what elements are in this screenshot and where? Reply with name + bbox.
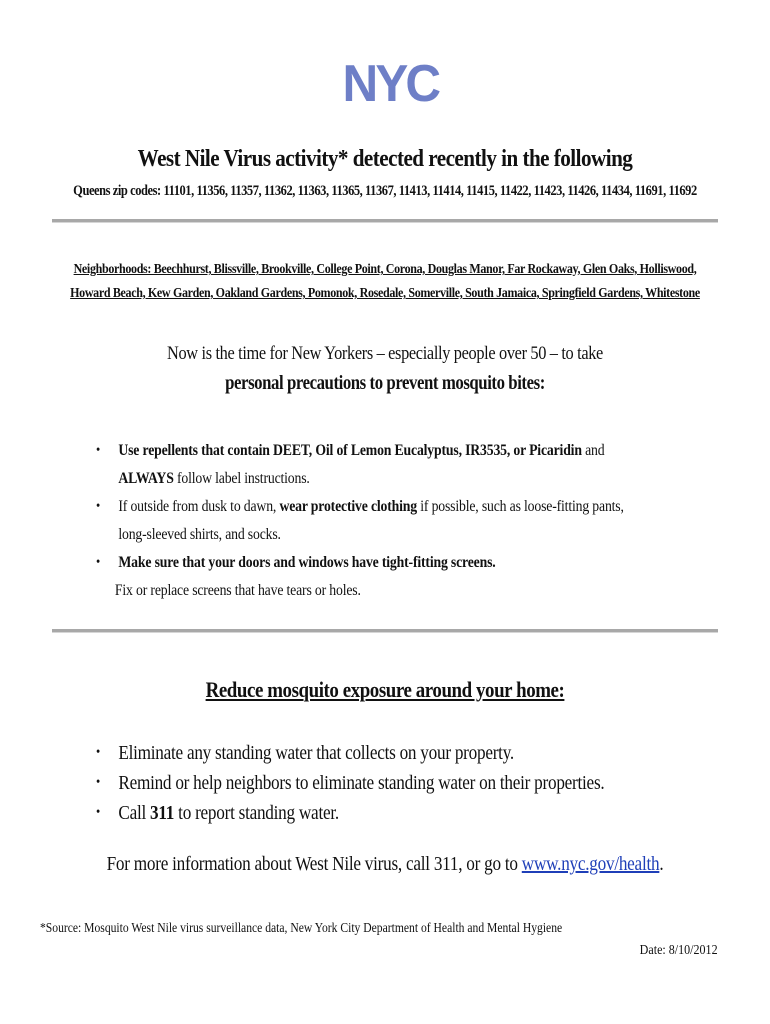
more-info-end: . [659,853,664,875]
neighborhoods-line-1 [54,262,716,278]
label-instructions: follow label instructions. [173,470,310,487]
neighborhoods-text-1: Neighborhoods: Beechhurst, Blissville, Brookville, College Point, Corona, Douglas Manor, Far Rockaway, Glen Oaks, Holliswood, [73,262,697,277]
call-pre: Call [118,802,151,824]
nyc-logo [340,55,440,113]
home-item-1-text: Eliminate any standing water that collects on your property. [118,742,514,764]
page-title: West Nile Virus activity* detected recently in the following [137,146,633,172]
home-heading: Reduce mosquito exposure around your home: [205,677,565,702]
more-info-text: For more information about West Nile virus, call 311, or go to [106,853,522,875]
call-rest: to report standing water. [174,802,339,824]
bullet: • [96,805,100,820]
call-311-bold: 311 [150,802,175,824]
repellents-rest: and [581,442,605,459]
source-note: *Source: Mosquito West Nile virus surveillance data, New York City Department of Health and Mental Hygiene [40,920,563,935]
home-item-standing-water [96,738,629,768]
bullet: • [96,775,100,790]
nyc-logo-text: NYC [342,55,439,113]
bullet: • [96,555,101,570]
clothing-bold: wear protective clothing [279,498,417,515]
repellents-bold: Use repellents that contain DEET, Oil of Lemon Eucalyptus, IR3535, or Picaridin [118,442,582,459]
screens-bold: Make sure that your doors and windows have tight-fitting screens. [118,554,496,571]
home-item-2-text: Remind or help neighbors to eliminate standing water on their properties. [118,772,605,794]
precaution-item-screens-cont: Fix or replace screens that have tears or holes. [114,582,361,599]
more-info [54,853,716,876]
intro-line-2: personal precautions to prevent mosquito bites: [225,373,545,394]
divider-top [52,219,718,223]
health-link[interactable]: www.nyc.gov/health [521,853,660,875]
precaution-item-repellents [96,437,629,465]
neighborhoods-text-2: Howard Beach, Kew Garden, Oakland Gardens, Pomonok, Rosedale, Somerville, South Jamaica, Springfield Gardens, Whitestone [70,286,700,301]
divider-middle [52,629,718,633]
home-item-call-311 [96,798,629,828]
zip-codes: Queens zip codes: 11101, 11356, 11357, 11362, 11363, 11365, 11367, 11413, 11414, 11415, 11422, 11423, 11426, 11434, 11691, 11692 [73,183,697,199]
bullet: • [96,443,101,458]
date-stamp: Date: 8/10/2012 [640,943,718,958]
precaution-item-clothing [96,493,629,521]
bullet: • [96,499,101,514]
intro-line-1: Now is the time for New Yorkers – especially people over 50 – to take [167,343,603,364]
clothing-pre: If outside from dusk to dawn, [118,498,280,515]
precaution-item-clothing-cont: long-sleeved shirts, and socks. [118,526,281,543]
home-list [96,738,629,828]
neighborhoods-line-2 [54,286,716,302]
precaution-item-repellents-cont [96,465,629,493]
bullet: • [96,745,100,760]
always-bold: ALWAYS [118,470,174,487]
home-item-neighbors [96,768,629,798]
clothing-rest: if possible, such as loose-fitting pants, [416,498,624,515]
precaution-item-screens [96,549,629,577]
precautions-list [96,437,629,605]
